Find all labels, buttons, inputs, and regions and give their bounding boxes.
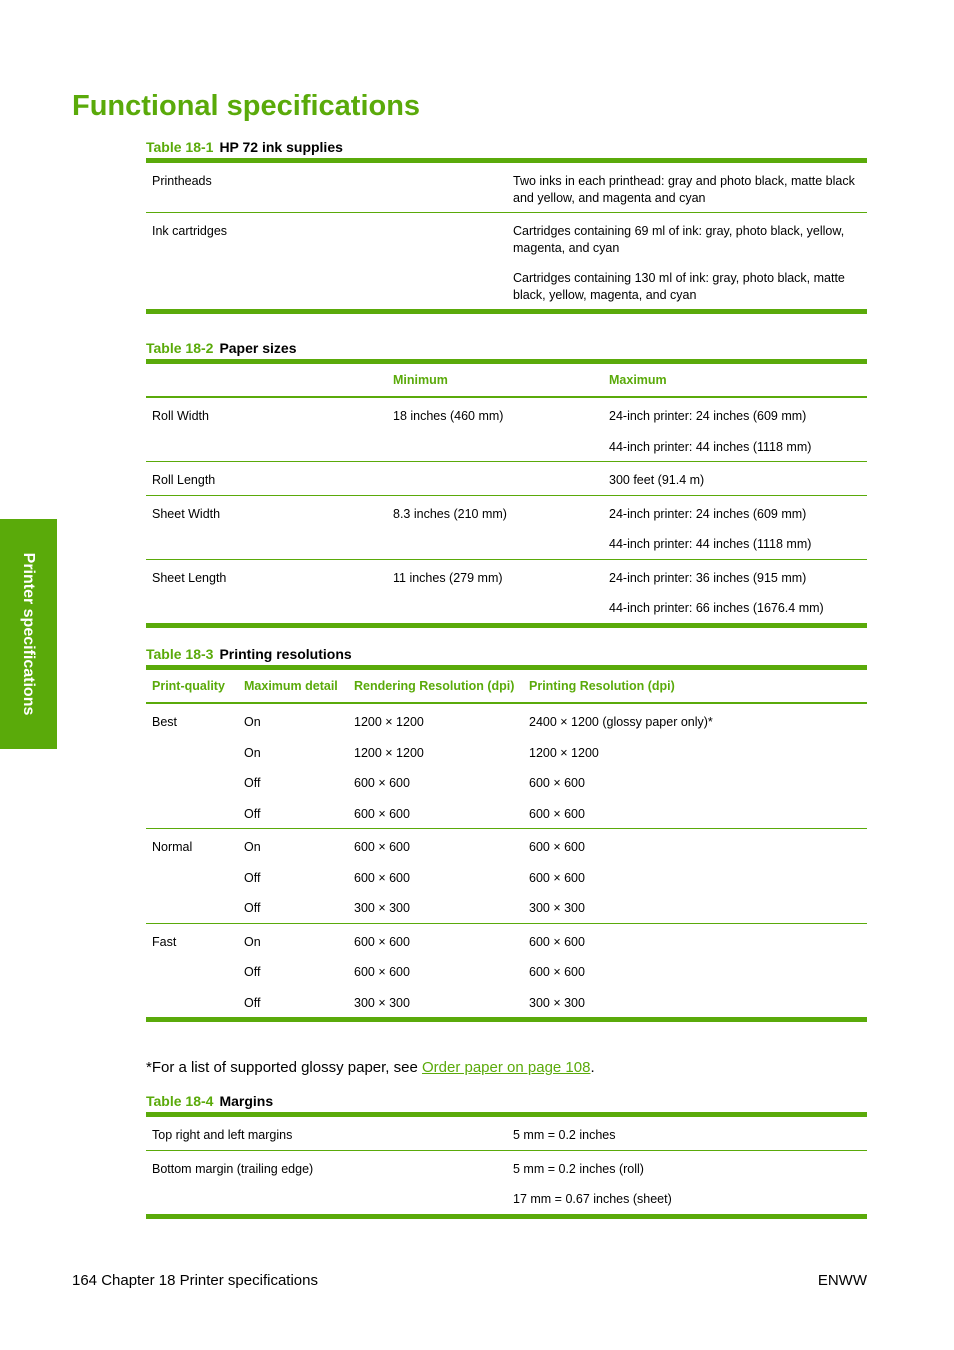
rendering-resolution: 600 × 600 bbox=[354, 840, 410, 854]
table-title: Paper sizes bbox=[219, 340, 297, 356]
table-title: Margins bbox=[219, 1093, 274, 1109]
table-row-group bbox=[146, 829, 867, 924]
printing-resolution-column bbox=[523, 829, 867, 923]
table-row bbox=[146, 398, 867, 462]
table-caption bbox=[146, 646, 867, 662]
print-quality: Fast bbox=[152, 934, 177, 949]
row-label: Sheet Width bbox=[152, 506, 221, 521]
table-bottom-rule bbox=[146, 309, 867, 314]
printing-resolution: 600 × 600 bbox=[529, 934, 585, 949]
table-number: Table 18-4 bbox=[146, 1093, 214, 1109]
table-row bbox=[146, 1117, 867, 1151]
maximum-detail-column bbox=[238, 704, 348, 828]
table-number: Table 18-3 bbox=[146, 646, 214, 662]
printing-resolution-column bbox=[523, 924, 867, 1018]
printing-resolution: 2400 × 1200 (glossy paper only)* bbox=[529, 715, 713, 729]
rendering-resolution: 600 × 600 bbox=[354, 965, 410, 979]
table-body bbox=[146, 398, 867, 623]
rendering-resolution: 300 × 300 bbox=[354, 995, 410, 1010]
row-value: 5 mm = 0.2 inches bbox=[513, 1128, 616, 1142]
rendering-resolution-column bbox=[348, 704, 523, 828]
maximum-detail: On bbox=[244, 840, 261, 854]
minimum-value: 18 inches (460 mm) bbox=[393, 409, 504, 423]
maximum-values bbox=[603, 560, 867, 623]
maximum-detail-column bbox=[238, 829, 348, 923]
rendering-resolution: 600 × 600 bbox=[354, 870, 410, 885]
row-values bbox=[507, 1151, 867, 1214]
row-value: Two inks in each printhead: gray and photo black, matte black and yellow, and magenta and cyan bbox=[513, 174, 855, 205]
table-ink-supplies bbox=[146, 139, 867, 314]
table-row bbox=[146, 496, 867, 560]
table-title: HP 72 ink supplies bbox=[219, 139, 343, 155]
rendering-resolution-column bbox=[348, 829, 523, 923]
printing-resolution: 600 × 600 bbox=[529, 840, 585, 854]
row-values bbox=[507, 163, 867, 212]
table-row bbox=[146, 213, 867, 309]
rendering-resolution: 600 × 600 bbox=[354, 934, 410, 949]
printing-resolution: 600 × 600 bbox=[529, 806, 585, 821]
row-values bbox=[507, 1117, 867, 1150]
table-number: Table 18-2 bbox=[146, 340, 214, 356]
column-header bbox=[146, 364, 387, 396]
row-label: Roll Length bbox=[152, 473, 216, 487]
table-body bbox=[146, 163, 867, 309]
row-label: Ink cartridges bbox=[152, 224, 228, 238]
table-row-group bbox=[146, 704, 867, 829]
footer-enww: ENWW bbox=[817, 1272, 867, 1289]
row-label: Sheet Length bbox=[152, 570, 227, 585]
row-label: Roll Width bbox=[152, 409, 209, 423]
minimum-value: 8.3 inches (210 mm) bbox=[393, 506, 507, 521]
maximum-value: 44-inch printer: 44 inches (1118 mm) bbox=[609, 439, 812, 454]
table-row bbox=[146, 1151, 867, 1214]
order-paper-link[interactable]: Order paper on page 108 bbox=[421, 1059, 591, 1076]
table-number: Table 18-1 bbox=[146, 139, 214, 155]
table-caption bbox=[146, 139, 867, 155]
table-row bbox=[146, 560, 867, 623]
footer-page-info: 164 Chapter 18 Printer specifications bbox=[72, 1272, 318, 1289]
column-header: Maximum detail bbox=[244, 679, 338, 693]
table-header bbox=[146, 364, 867, 398]
maximum-detail: On bbox=[244, 715, 261, 729]
maximum-value: 24-inch printer: 24 inches (609 mm) bbox=[609, 409, 807, 423]
table-printing-resolutions bbox=[146, 646, 867, 1022]
row-values bbox=[507, 213, 867, 309]
maximum-detail: On bbox=[244, 934, 261, 949]
maximum-detail: Off bbox=[244, 965, 261, 979]
row-label: Printheads bbox=[152, 174, 212, 188]
maximum-detail: Off bbox=[244, 806, 261, 821]
minimum-value: 11 inches (279 mm) bbox=[393, 570, 503, 585]
maximum-detail: Off bbox=[244, 870, 261, 885]
maximum-values bbox=[603, 496, 867, 559]
column-header: Maximum bbox=[609, 373, 667, 387]
row-value: 17 mm = 0.67 inches (sheet) bbox=[513, 1192, 672, 1206]
minimum-value bbox=[387, 462, 603, 495]
rendering-resolution: 300 × 300 bbox=[354, 901, 410, 915]
printing-resolution: 600 × 600 bbox=[529, 776, 585, 790]
maximum-value: 24-inch printer: 24 inches (609 mm) bbox=[609, 506, 807, 521]
maximum-detail: On bbox=[244, 745, 261, 760]
table-bottom-rule bbox=[146, 1017, 867, 1022]
rendering-resolution-column bbox=[348, 924, 523, 1018]
page-title: Functional specifications bbox=[72, 90, 421, 122]
footnote bbox=[146, 1059, 595, 1076]
maximum-detail-column bbox=[238, 924, 348, 1018]
maximum-detail: Off bbox=[244, 776, 261, 790]
table-header bbox=[146, 670, 867, 704]
rendering-resolution: 600 × 600 bbox=[354, 776, 410, 790]
maximum-values bbox=[603, 398, 867, 461]
printing-resolution: 600 × 600 bbox=[529, 965, 585, 979]
printing-resolution: 300 × 300 bbox=[529, 901, 585, 915]
row-value: 5 mm = 0.2 inches (roll) bbox=[513, 1161, 644, 1176]
maximum-value: 24-inch printer: 36 inches (915 mm) bbox=[609, 570, 807, 585]
print-quality: Normal bbox=[152, 840, 193, 854]
table-caption bbox=[146, 340, 867, 356]
printing-resolution: 1200 × 1200 bbox=[529, 745, 599, 760]
maximum-value: 44-inch printer: 44 inches (1118 mm) bbox=[609, 537, 812, 551]
column-header: Minimum bbox=[393, 373, 448, 387]
table-bottom-rule bbox=[146, 1214, 867, 1219]
table-paper-sizes bbox=[146, 340, 867, 628]
rendering-resolution: 1200 × 1200 bbox=[354, 715, 424, 729]
table-title: Printing resolutions bbox=[219, 646, 352, 662]
side-tab-label: Printer specifications bbox=[20, 552, 37, 716]
table-row bbox=[146, 462, 867, 496]
column-header: Print-quality bbox=[152, 679, 225, 693]
side-tab bbox=[0, 519, 57, 749]
table-body bbox=[146, 704, 867, 1017]
printing-resolution: 600 × 600 bbox=[529, 870, 585, 885]
footnote-text: *For a list of supported glossy paper, see bbox=[146, 1059, 422, 1076]
table-caption bbox=[146, 1093, 867, 1109]
row-value: Cartridges containing 69 ml of ink: gray, photo black, yellow, magenta, and cyan bbox=[513, 224, 845, 255]
table-margins bbox=[146, 1093, 867, 1219]
printing-resolution-column bbox=[523, 704, 867, 828]
rendering-resolution: 600 × 600 bbox=[354, 806, 410, 821]
rendering-resolution: 1200 × 1200 bbox=[354, 745, 424, 760]
row-label: Bottom margin (trailing edge) bbox=[152, 1161, 314, 1176]
maximum-detail: Off bbox=[244, 901, 261, 915]
row-label: Top right and left margins bbox=[152, 1128, 293, 1142]
maximum-value: 300 feet (91.4 m) bbox=[609, 473, 705, 487]
row-value: Cartridges containing 130 ml of ink: gray, photo black, matte black, yellow, magenta, and cyan bbox=[513, 271, 845, 302]
footnote-end: . bbox=[590, 1059, 595, 1076]
maximum-values bbox=[603, 462, 867, 495]
maximum-detail: Off bbox=[244, 995, 261, 1010]
maximum-value: 44-inch printer: 66 inches (1676.4 mm) bbox=[609, 601, 824, 615]
column-header: Rendering Resolution (dpi) bbox=[354, 679, 515, 693]
column-header: Printing Resolution (dpi) bbox=[529, 679, 675, 693]
table-bottom-rule bbox=[146, 623, 867, 628]
table-row bbox=[146, 163, 867, 213]
printing-resolution: 300 × 300 bbox=[529, 995, 585, 1010]
table-row-group bbox=[146, 924, 867, 1018]
table-body bbox=[146, 1117, 867, 1214]
print-quality: Best bbox=[152, 715, 178, 729]
